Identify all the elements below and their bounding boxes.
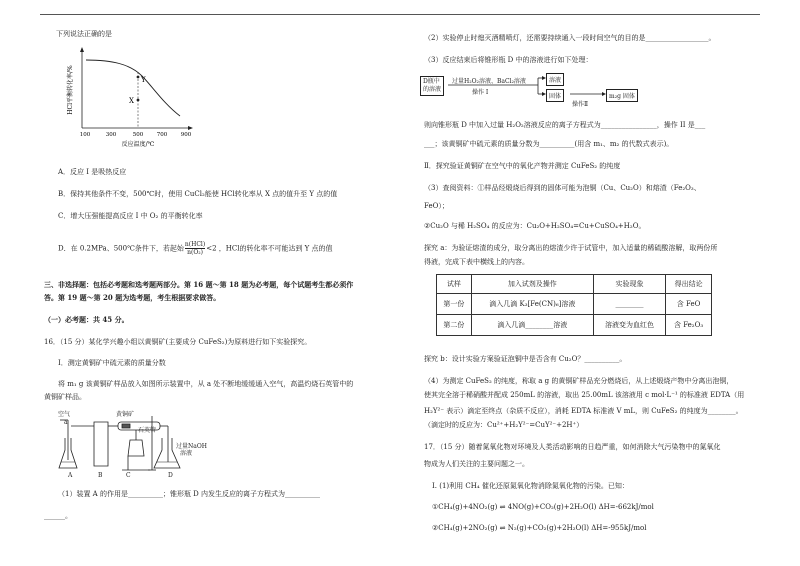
fraction-bottom: n(O₂)	[187, 249, 203, 256]
point-y	[137, 76, 140, 79]
question-17: 17．（15 分）随着氮氧化物对环境及人类活动影响的日趋严重，如何消除大气污染物中的氮氧化	[424, 443, 721, 451]
label-c: C	[126, 472, 131, 479]
flow-op1: 操作 I	[472, 89, 489, 96]
y-axis-label: HCl平衡转化率/%	[67, 65, 74, 115]
r-line-8: ②Cu₂O 与稀 H₂SO₄ 的反应为：Cu₂O+H₂SO₄=Cu+CuSO₄+H₂O。	[424, 222, 646, 230]
q16-part1-title: Ⅰ．测定黄铜矿中硫元素的质量分数	[58, 359, 166, 367]
question-16: 16．（15 分）某化学兴趣小组以黄铜矿(主要成分 CuFeS₂)为原料进行如下实验探究。	[44, 338, 312, 346]
option-d-pre: D．在 0.2MPa、500℃条件下，若起始	[58, 244, 184, 253]
r-line-6: （3）查阅资料：①样品经煅烧后得到的固体可能为泡铜（Cu、Cu₂O）和熔渣（Fe₂O₃、	[424, 184, 701, 192]
q17-cont: 物成为人们关注的主要问题之一。	[424, 460, 529, 468]
table-cell: 溶液变为血红色	[593, 315, 665, 336]
ore-label: 黄铜矿	[116, 411, 135, 418]
hcl-conversion-chart	[52, 42, 202, 152]
r-line-12: （4）为测定 CuFeS₂ 的纯度，称取 a g 的黄铜矿样品充分燃烧后，从上述煅烧产物中分离出泡铜，	[424, 377, 734, 385]
flow-step1: 过量H₂O₂溶液、BaCl₂溶液	[452, 78, 526, 85]
table-row	[437, 294, 712, 315]
page-top-rule	[40, 14, 760, 15]
fraction-top: n(HCl)	[184, 241, 206, 248]
q16-sub1: （1）装置 A 的作用是__________；锥形瓶 D 内发生反应的离子方程式为__________	[58, 490, 321, 498]
table-cell: 滴入几滴________溶液	[471, 315, 593, 336]
naoh-label-2: 溶液	[180, 450, 193, 457]
section3-line1: 三、非选择题：包括必考题和选考题两部分。第 16 题～第 18 题为必考题，每个试题考生都必须作	[44, 280, 354, 289]
option-d-post: <2 ，HCl的转化率不可能达到 Y 点的值	[206, 244, 333, 253]
x-tick: 900	[180, 132, 192, 138]
r-line-1: （2）实验停止时熄灭酒精喷灯，还需要持续通入一段时间空气的目的是__________________。	[424, 34, 716, 42]
table-cell: 含 Fe₂O₃	[666, 315, 712, 336]
q17-part1: Ⅰ. (1)利用 CH₄ 催化还原氮氧化物消除氮氧化物的污染。已知：	[432, 482, 629, 490]
table-row	[437, 315, 712, 336]
label-b: B	[98, 472, 103, 479]
table-header-row	[437, 275, 712, 294]
bottle-b	[94, 422, 108, 466]
x-tick: 100	[79, 132, 91, 138]
point-x-label: X	[129, 97, 134, 105]
x-tick: 300	[105, 132, 117, 138]
q16-text-cont: 黄铜矿样品。	[44, 393, 86, 401]
r-line-7: FeO）；	[424, 202, 449, 210]
conversion-curve	[86, 60, 180, 116]
equation-1: ①CH₄(g)+4NO₂(g) ⇌ 4NO(g)+CO₂(g)+2H₂O(l) ΔH=-662kJ/mol	[432, 503, 654, 511]
flow-result: m₂g 固体	[606, 89, 638, 102]
flow-op2: 操作Ⅱ	[572, 101, 589, 108]
table-cell: 含 FeO	[666, 294, 712, 315]
point-x	[137, 99, 140, 102]
section3-line2: 答。第 19 题～第 20 题为选考题，考生根据要求做答。	[44, 293, 221, 302]
air-label: 空气	[58, 411, 71, 418]
r-line-4: ___；该黄铜矿中硫元素的质量分数为__________(用含 m₁、m₂ 的代数式表示)。	[424, 140, 674, 148]
quartz-label: 石英管	[138, 427, 157, 434]
table-cell: ________	[593, 294, 665, 315]
flow-solid: 固体	[546, 89, 564, 102]
r-line-11: 探究 b：设计实验方案验证泡铜中是否含有 Cu₂O？__________。	[424, 355, 627, 363]
r-line-14: H₂Y²⁻ 表示）滴定至终点（杂质不反应），消耗 EDTA 标准液 V mL，则 CuFeS₂ 的纯度为________。	[424, 407, 743, 415]
option-c: C．增大压强能提高反应 I 中 O₂ 的平衡转化率	[58, 212, 203, 220]
apparatus-diagram	[56, 408, 226, 480]
label-d: D	[168, 472, 173, 479]
table-header: 试样	[437, 275, 472, 294]
x-tick: 500	[132, 132, 144, 138]
r-line-15: （滴定时的反应为：Cu²⁺+H₂Y²⁻=CuY²⁻+2H⁺）	[424, 421, 584, 429]
burner-c	[128, 440, 144, 456]
x-tick: 700	[156, 132, 168, 138]
option-d	[58, 241, 333, 256]
label-a: A	[68, 472, 73, 479]
point-y-label: Y	[141, 76, 146, 84]
r-line-13: 使其完全溶于稀硝酸并配成 250mL 的溶液，取出 25.00mL 该溶液用 c mol·L⁻¹ 的标准液 EDTA（用	[424, 391, 745, 399]
r-line-10: 得液，完成下表中横线上的内容。	[424, 258, 529, 266]
ratio-fraction	[185, 241, 205, 256]
table-cell: 第二份	[437, 315, 472, 336]
experiment-table	[436, 274, 712, 336]
equation-2: ②CH₄(g)+2NO₂(g) ⇌ N₂(g)+CO₂(g)+2H₂O(l) ΔH=-955kJ/mol	[432, 524, 647, 532]
r-line-9: 探究 a：为验证熔渣的成分，取分离出的熔渣少许于试管中，加入适量的稀硫酸溶解，取两份所	[424, 244, 718, 252]
question-intro: 下列说法正确的是	[56, 30, 112, 38]
naoh-label-1: 过量NaOH	[176, 443, 207, 450]
flow-start	[420, 76, 444, 96]
table-cell: 滴入几滴 K₃[Fe(CN)₆]溶液	[471, 294, 593, 315]
option-a: A．反应 I 是吸热反应	[58, 168, 127, 176]
x-axis-label: 反应温度/℃	[121, 141, 155, 148]
flow-start-2: 的溶液	[423, 86, 442, 93]
q16-sub1-cont: ______。	[44, 512, 72, 520]
table-cell: 第一份	[437, 294, 472, 315]
flow-start-1: D瓶中	[423, 78, 440, 85]
r-line-2: （3）反应结束后将锥形瓶 D 中的溶液进行如下处理：	[424, 56, 593, 64]
table-header: 实验现象	[593, 275, 665, 294]
r-line-5: Ⅱ．探究验证黄铜矿在空气中的氧化产物并测定 CuFeS₂ 的纯度	[424, 162, 621, 170]
q16-text: 将 m₁ g 该黄铜矿样品放入如图所示装置中，从 a 处不断地缓缓通入空气，高温灼烧石英管中的	[58, 380, 354, 388]
r-line-3: 则向锥形瓶 D 中加入过量 H₂O₂溶液反应的离子方程式为________________，操作 II 是___	[424, 121, 706, 129]
option-b: B．保持其他条件不变，500℃时，使用 CuCl₂能使 HCl转化率从 X 点的值升至 Y 点的值	[58, 190, 338, 198]
inlet-a-label: a	[64, 419, 68, 426]
flow-filtrate: 溶液	[546, 73, 564, 86]
table-header: 得出结论	[666, 275, 712, 294]
table-header: 加入试剂及操作	[471, 275, 593, 294]
section-required: （一）必考题：共 45 分。	[44, 315, 129, 324]
